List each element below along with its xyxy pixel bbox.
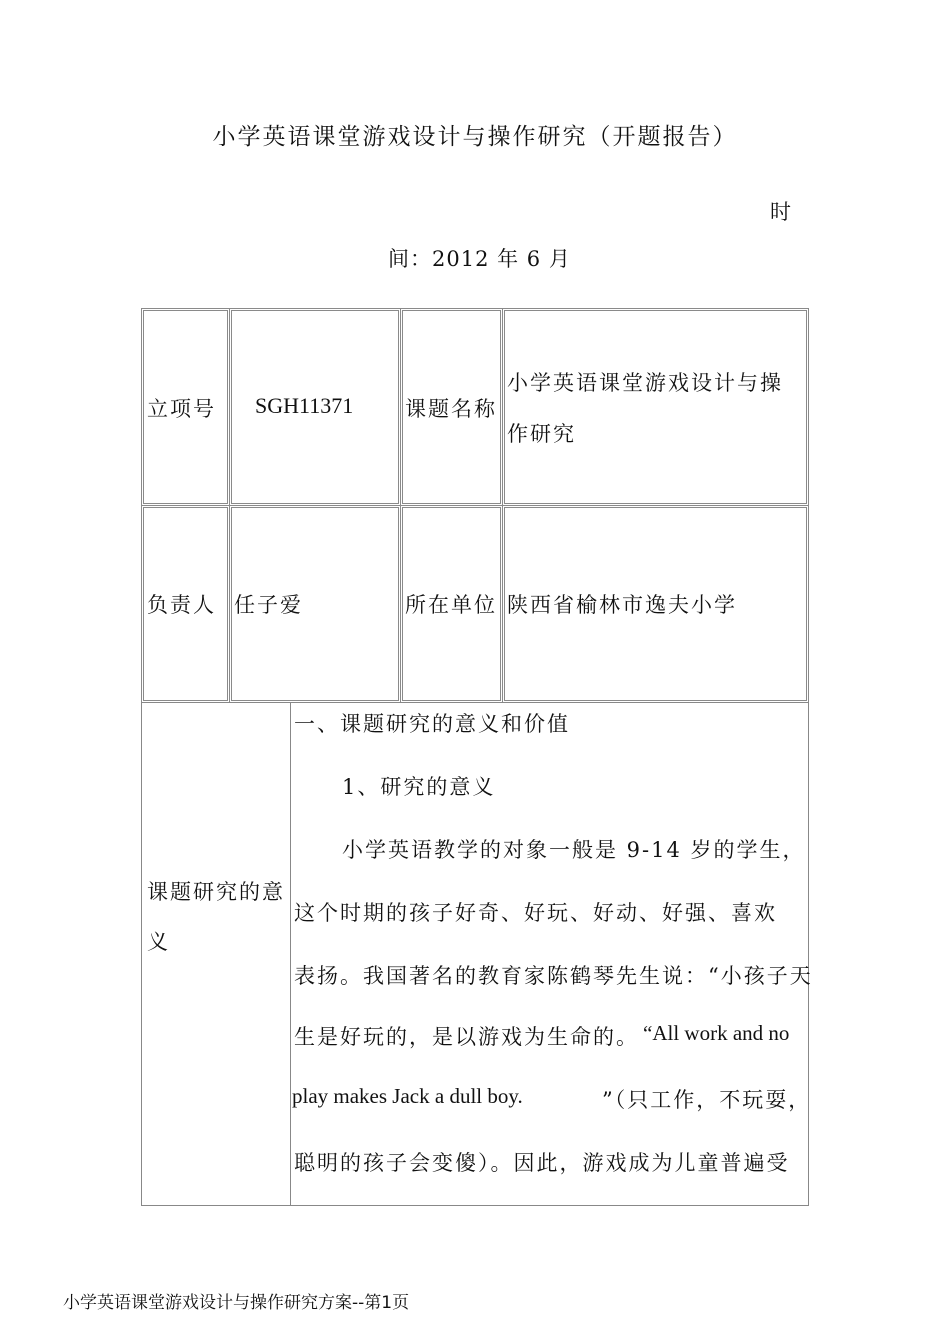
paragraph-line: 这个时期的孩子好奇、好玩、好动、好强、喜欢: [294, 901, 777, 925]
document-title: 小学英语课堂游戏设计与操作研究（开题报告）: [212, 124, 738, 150]
topic-name-label: 课题名称: [405, 397, 497, 421]
unit-label: 所在单位: [405, 593, 497, 617]
page-footer: 小学英语课堂游戏设计与操作研究方案--第1页: [63, 1293, 410, 1313]
paragraph-line: 聪明的孩子会变傻）。因此，游戏成为儿童普遍受: [294, 1151, 790, 1175]
english-quote-part2: play makes Jack a dull boy.: [292, 1084, 523, 1108]
date-line: 间：2012 年 6 月: [388, 247, 571, 271]
paragraph-line: 生是好玩的，是以游戏为生命的。: [294, 1025, 639, 1049]
paragraph-line: 小学英语教学的对象一般是 9-14 岁的学生，: [342, 838, 806, 862]
project-id-label: 立项号: [147, 397, 216, 421]
leader-value: 任子爱: [234, 593, 303, 617]
significance-label-line2: 义: [147, 930, 170, 954]
significance-label-line1: 课题研究的意: [147, 880, 285, 904]
cell-name-value: [502, 308, 809, 506]
topic-name-value-line1: 小学英语课堂游戏设计与操: [507, 371, 783, 395]
date-label-char: 时: [770, 200, 791, 224]
unit-value: 陕西省榆林市逸夫小学: [507, 593, 737, 617]
leader-label: 负责人: [147, 593, 216, 617]
subsection-heading: 1、研究的意义: [342, 775, 496, 799]
english-quote-part1: “All work and no: [643, 1021, 790, 1045]
paragraph-line: 表扬。我国著名的教育家陈鹤琴先生说：“小孩子天: [294, 964, 813, 988]
section-heading: 一、课题研究的意义和价值: [294, 712, 570, 736]
project-id-value: SGH11371: [255, 393, 354, 418]
paragraph-line: ”（只工作，不玩耍，: [602, 1088, 812, 1112]
topic-name-value-line2: 作研究: [507, 422, 576, 446]
